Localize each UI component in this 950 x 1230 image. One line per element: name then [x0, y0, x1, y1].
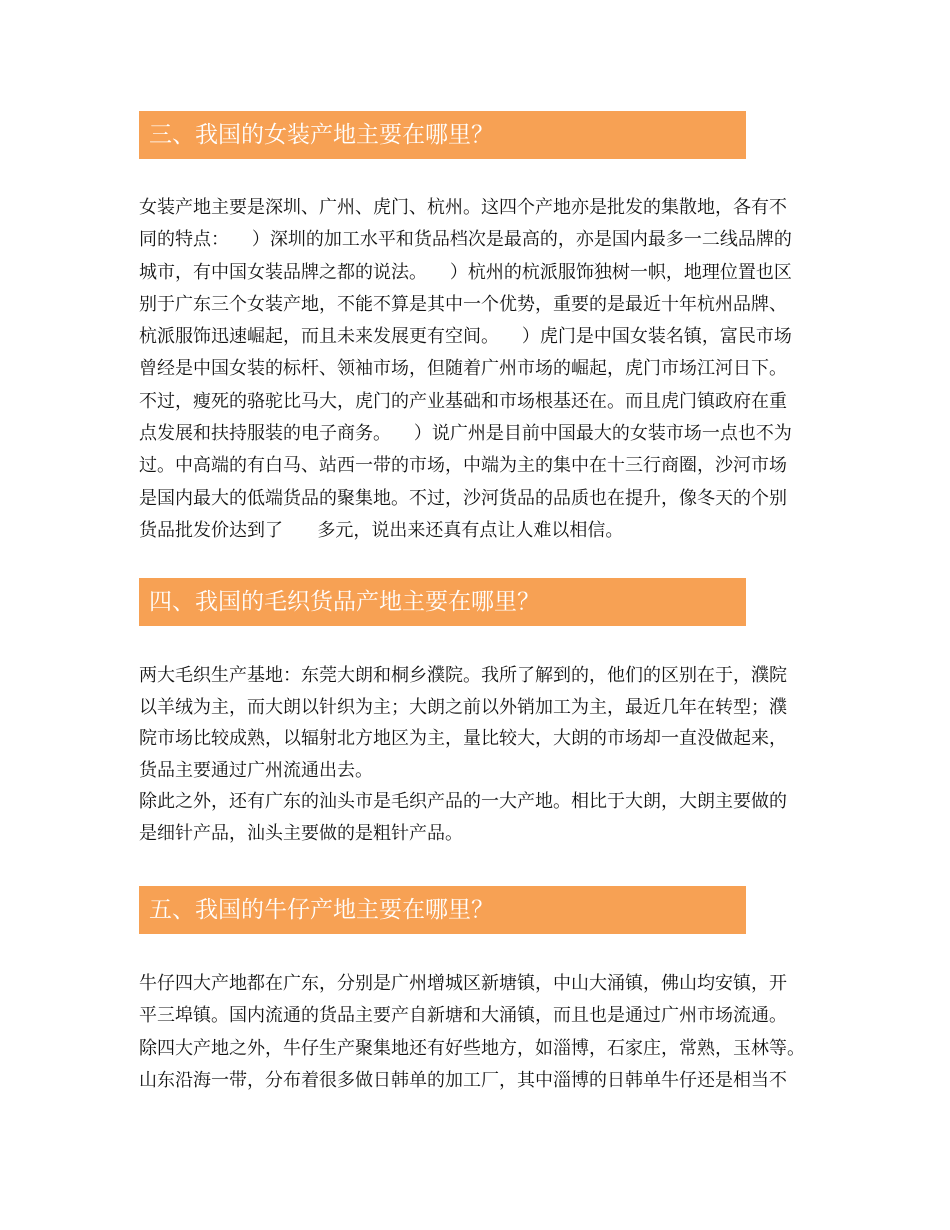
text-line: 不过，瘦死的骆驼比马大，虎门的产业基础和市场根基还在。而且虎门镇政府在重 — [139, 390, 787, 412]
text-line: 过。中高端的有白马、站西一带的市场，中端为主的集中在十三行商圈，沙河市场 — [139, 455, 787, 477]
text-line: 点发展和扶持服装的电子商务。 ）说广州是目前中国最大的女装市场一点也不为 — [139, 423, 792, 445]
paragraph-women-apparel — [139, 192, 815, 547]
text-line: 女装产地主要是深圳、广州、虎门、杭州。这四个产地亦是批发的集散地，各有不 — [139, 197, 787, 218]
section-heading-women-apparel: 三、我国的女装产地主要在哪里？ — [139, 111, 746, 159]
text-line: 平三埠镇。国内流通的货品主要产自新塘和大涌镇，而且也是通过广州市场流通。 — [139, 1005, 787, 1027]
text-line: 城市，有中国女装品牌之都的说法。 ）杭州的杭派服饰独树一帜，地理位置也区 — [139, 261, 792, 283]
text-line: 以羊绒为主，而大朗以针织为主；大朗之前以外销加工为主，最近几年在转型；濮 — [139, 696, 787, 718]
text-line: 同的特点： ）深圳的加工水平和货品档次是最高的，亦是国内最多一二线品牌的 — [139, 229, 792, 251]
text-line: 杭派服饰迅速崛起，而且未来发展更有空间。 ）虎门是中国女装名镇，富民市场 — [139, 326, 792, 348]
text-line: 货品主要通过广州流通出去。 — [139, 759, 373, 781]
text-line: 院市场比较成熟，以辐射北方地区为主，量比较大，大朗的市场却一直没做起来， — [139, 728, 787, 749]
text-line: 山东沿海一带，分布着很多做日韩单的加工厂，其中淄博的日韩单牛仔还是相当不 — [139, 1069, 787, 1091]
text-line: 除四大产地之外，牛仔生产聚集地还有好些地方，如淄博，石家庄，常熟，玉林等。 — [139, 1037, 805, 1059]
text-line: 曾经是中国女装的标杆、领袖市场，但随着广州市场的崛起，虎门市场江河日下。 — [139, 358, 787, 380]
text-line: 别于广东三个女装产地，不能不算是其中一个优势，重要的是最近十年杭州品牌、 — [139, 293, 787, 315]
text-line: 是国内最大的低端货品的聚集地。不过，沙河货品的品质也在提升，像冬天的个别 — [139, 487, 787, 509]
section-heading-denim: 五、我国的牛仔产地主要在哪里？ — [139, 886, 746, 934]
text-line: 是细针产品，汕头主要做的是粗针产品。 — [139, 822, 463, 844]
paragraph-denim — [139, 968, 815, 1097]
section-heading-knitwear: 四、我国的毛织货品产地主要在哪里？ — [139, 578, 746, 626]
text-line: 除此之外，还有广东的汕头市是毛织产品的一大产地。相比于大朗，大朗主要做的 — [139, 791, 787, 812]
paragraph-knitwear-bases — [139, 660, 815, 849]
text-line: 牛仔四大产地都在广东，分别是广州增城区新塘镇，中山大涌镇，佛山均安镇，开 — [139, 973, 787, 994]
text-line: 货品批发价达到了 多元，说出来还真有点让人难以相信。 — [139, 519, 624, 541]
text-line: 两大毛织生产基地：东莞大朗和桐乡濮院。我所了解到的，他们的区别在于，濮院 — [139, 665, 787, 686]
